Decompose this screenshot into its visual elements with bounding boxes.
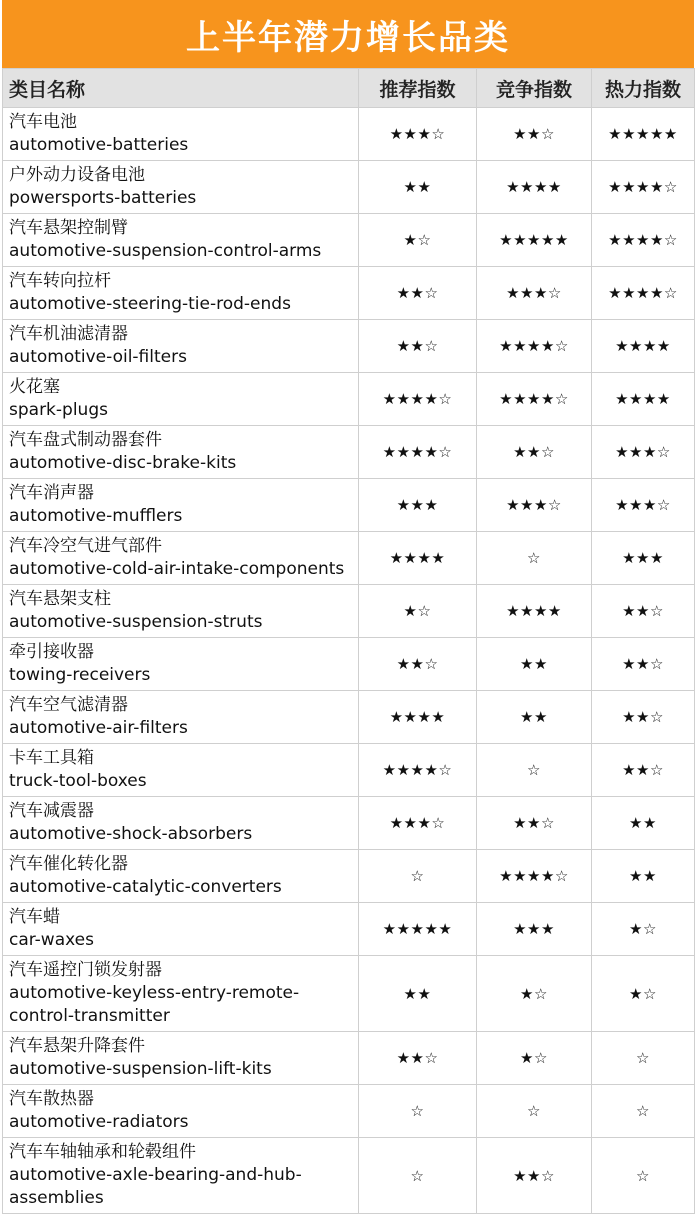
recommend-rating: ★★☆ <box>359 267 477 320</box>
competition-rating: ★★☆ <box>477 1138 592 1214</box>
table-header-row <box>3 69 695 108</box>
category-name-cn: 汽车蜡 <box>9 907 60 927</box>
category-name-cell <box>3 691 359 744</box>
recommend-rating: ★☆ <box>359 214 477 267</box>
table-row <box>3 214 695 267</box>
table-row <box>3 108 695 161</box>
recommend-rating: ★★★☆ <box>359 108 477 161</box>
category-name-en: automotive-disc-brake-kits <box>9 453 237 473</box>
heat-rating: ★★☆ <box>592 744 695 797</box>
table-row <box>3 797 695 850</box>
heat-rating: ★★★ <box>592 532 695 585</box>
table-row <box>3 1032 695 1085</box>
table-row <box>3 267 695 320</box>
category-name-en: automotive-suspension-struts <box>9 612 263 632</box>
competition-rating: ☆ <box>477 1085 592 1138</box>
category-name-cell <box>3 956 359 1032</box>
recommend-rating: ★★★★ <box>359 691 477 744</box>
category-name-cell <box>3 214 359 267</box>
recommend-rating: ★★★★☆ <box>359 373 477 426</box>
competition-rating: ★★★ <box>477 903 592 956</box>
heat-rating: ★★ <box>592 797 695 850</box>
category-name-en: automotive-air-filters <box>9 718 188 738</box>
category-name-cn: 汽车遥控门锁发射器 <box>9 960 162 980</box>
category-name-cn: 汽车散热器 <box>9 1089 94 1109</box>
competition-rating: ★★★★★ <box>477 214 592 267</box>
heat-rating: ★☆ <box>592 956 695 1032</box>
category-name-en: automotive-steering-tie-rod-ends <box>9 294 291 314</box>
category-name-cell <box>3 585 359 638</box>
heat-rating: ★★★☆ <box>592 479 695 532</box>
category-name-cn: 汽车电池 <box>9 112 77 132</box>
table-row <box>3 161 695 214</box>
recommend-rating: ★★★★★ <box>359 903 477 956</box>
heat-rating: ★★★★☆ <box>592 161 695 214</box>
category-name-en: automotive-oil-filters <box>9 347 187 367</box>
category-name-en: spark-plugs <box>9 400 108 420</box>
category-name-cn: 汽车催化转化器 <box>9 854 128 874</box>
recommend-rating: ★★☆ <box>359 638 477 691</box>
heat-rating: ★☆ <box>592 903 695 956</box>
column-header-competition: 竞争指数 <box>477 69 592 108</box>
table-row <box>3 320 695 373</box>
category-name-cn: 汽车机油滤清器 <box>9 324 128 344</box>
category-name-en: powersports-batteries <box>9 188 197 208</box>
table-row <box>3 850 695 903</box>
category-name-cn: 火花塞 <box>9 377 60 397</box>
heat-rating: ☆ <box>592 1032 695 1085</box>
category-name-cell <box>3 320 359 373</box>
competition-rating: ★★★☆ <box>477 479 592 532</box>
recommend-rating: ★★★★ <box>359 532 477 585</box>
competition-rating: ★★☆ <box>477 108 592 161</box>
recommend-rating: ★★★★☆ <box>359 426 477 479</box>
competition-rating: ★★★★☆ <box>477 373 592 426</box>
table-row <box>3 903 695 956</box>
recommend-rating: ★★☆ <box>359 1032 477 1085</box>
category-name-cn: 汽车转向拉杆 <box>9 271 111 291</box>
table-row <box>3 1138 695 1214</box>
competition-rating: ★☆ <box>477 956 592 1032</box>
recommend-rating: ★★☆ <box>359 320 477 373</box>
category-name-cell <box>3 479 359 532</box>
category-name-cn: 牵引接收器 <box>9 642 94 662</box>
category-name-cn: 汽车盘式制动器套件 <box>9 430 162 450</box>
heat-rating: ★★★★ <box>592 373 695 426</box>
competition-rating: ☆ <box>477 532 592 585</box>
category-name-cn: 汽车冷空气进气部件 <box>9 536 162 556</box>
competition-rating: ★★★★ <box>477 161 592 214</box>
heat-rating: ☆ <box>592 1138 695 1214</box>
category-name-cell <box>3 850 359 903</box>
heat-rating: ★★★★☆ <box>592 267 695 320</box>
category-name-en: car-waxes <box>9 930 94 950</box>
competition-rating: ★★★☆ <box>477 267 592 320</box>
category-name-cn: 汽车空气滤清器 <box>9 695 128 715</box>
category-name-cell <box>3 108 359 161</box>
column-header-recommend: 推荐指数 <box>359 69 477 108</box>
recommend-rating: ★★ <box>359 161 477 214</box>
table-row <box>3 1085 695 1138</box>
category-name-cell <box>3 532 359 585</box>
category-name-cn: 汽车悬架支柱 <box>9 589 111 609</box>
category-name-cell <box>3 1085 359 1138</box>
recommend-rating: ★★ <box>359 956 477 1032</box>
category-name-cell <box>3 744 359 797</box>
recommend-rating: ☆ <box>359 1085 477 1138</box>
category-name-en: automotive-suspension-lift-kits <box>9 1059 272 1079</box>
category-name-en: towing-receivers <box>9 665 151 685</box>
category-name-en: automotive-suspension-control-arms <box>9 241 322 261</box>
table-row <box>3 744 695 797</box>
competition-rating: ★☆ <box>477 1032 592 1085</box>
category-name-cell <box>3 161 359 214</box>
table-row <box>3 532 695 585</box>
heat-rating: ★★★★★ <box>592 108 695 161</box>
recommend-rating: ☆ <box>359 1138 477 1214</box>
category-name-cell <box>3 373 359 426</box>
category-name-en: automotive-axle-bearing-and-hub-assemblies <box>9 1165 302 1208</box>
heat-rating: ★★☆ <box>592 691 695 744</box>
heat-rating: ★★☆ <box>592 638 695 691</box>
category-name-cn: 汽车悬架升降套件 <box>9 1036 145 1056</box>
table-row <box>3 479 695 532</box>
recommend-rating: ★☆ <box>359 585 477 638</box>
competition-rating: ★★★★☆ <box>477 850 592 903</box>
category-name-en: automotive-mufflers <box>9 506 183 526</box>
category-name-cell <box>3 797 359 850</box>
category-name-en: automotive-cold-air-intake-components <box>9 559 345 579</box>
heat-rating: ★★☆ <box>592 585 695 638</box>
category-name-cn: 汽车消声器 <box>9 483 94 503</box>
page-title: 上半年潜力增长品类 <box>2 0 694 68</box>
category-name-cell <box>3 1138 359 1214</box>
table-row <box>3 426 695 479</box>
recommend-rating: ★★★☆ <box>359 797 477 850</box>
competition-rating: ☆ <box>477 744 592 797</box>
category-name-en: truck-tool-boxes <box>9 771 147 791</box>
table-row <box>3 956 695 1032</box>
column-header-heat: 热力指数 <box>592 69 695 108</box>
category-name-cn: 汽车车轴轴承和轮毂组件 <box>9 1142 196 1162</box>
category-name-en: automotive-radiators <box>9 1112 189 1132</box>
category-name-en: automotive-keyless-entry-remote-control-transmitter <box>9 983 300 1026</box>
recommend-rating: ☆ <box>359 850 477 903</box>
category-name-cell <box>3 426 359 479</box>
category-name-cell <box>3 903 359 956</box>
recommend-rating: ★★★ <box>359 479 477 532</box>
heat-rating: ☆ <box>592 1085 695 1138</box>
category-name-en: automotive-batteries <box>9 135 189 155</box>
heat-rating: ★★★★☆ <box>592 214 695 267</box>
heat-rating: ★★★☆ <box>592 426 695 479</box>
category-name-cell <box>3 638 359 691</box>
column-header-name: 类目名称 <box>3 69 359 108</box>
competition-rating: ★★☆ <box>477 797 592 850</box>
heat-rating: ★★ <box>592 850 695 903</box>
category-name-en: automotive-catalytic-converters <box>9 877 282 897</box>
competition-rating: ★★★★☆ <box>477 320 592 373</box>
table-row <box>3 585 695 638</box>
competition-rating: ★★ <box>477 638 592 691</box>
competition-rating: ★★★★ <box>477 585 592 638</box>
category-table <box>2 68 695 1214</box>
category-name-en: automotive-shock-absorbers <box>9 824 253 844</box>
category-name-cn: 汽车减震器 <box>9 801 94 821</box>
recommend-rating: ★★★★☆ <box>359 744 477 797</box>
category-name-cn: 户外动力设备电池 <box>9 165 145 185</box>
heat-rating: ★★★★ <box>592 320 695 373</box>
category-name-cn: 卡车工具箱 <box>9 748 94 768</box>
table-row <box>3 638 695 691</box>
competition-rating: ★★☆ <box>477 426 592 479</box>
category-name-cell <box>3 267 359 320</box>
table-row <box>3 373 695 426</box>
competition-rating: ★★ <box>477 691 592 744</box>
table-body <box>3 108 695 1214</box>
category-name-cn: 汽车悬架控制臂 <box>9 218 128 238</box>
table-row <box>3 691 695 744</box>
category-name-cell <box>3 1032 359 1085</box>
